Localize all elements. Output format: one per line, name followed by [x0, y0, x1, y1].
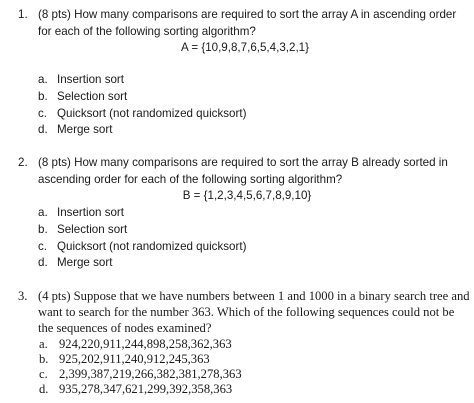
question-text-line: want to search for the number 363. Which of the following sequences could not be — [38, 305, 455, 319]
question-text-line: (8 pts) How many comparisons are required to sort the array B already sorted in — [38, 156, 448, 169]
option-text: Insertion sort — [57, 73, 125, 86]
array-definition: A = {10,9,8,7,6,5,4,3,2,1} — [181, 41, 309, 54]
question-text-line: (8 pts) How many comparisons are required to sort the array A in ascending order — [38, 8, 457, 21]
option-text: Merge sort — [57, 256, 113, 269]
option-letter: a. — [38, 73, 48, 86]
question-number: 3. — [18, 289, 28, 303]
option-letter: d. — [38, 256, 48, 269]
option-text: Insertion sort — [57, 206, 125, 219]
option-letter: b. — [38, 90, 48, 103]
option-letter: d. — [38, 123, 48, 136]
question-number: 1. — [18, 8, 28, 21]
option-letter: a. — [38, 206, 48, 219]
question-text-line: for each of the following sorting algorithm? — [38, 25, 256, 38]
option-letter: c. — [39, 367, 48, 381]
option-text: Quicksort (not randomized quicksort) — [57, 107, 247, 120]
option-text: 925,202,911,240,912,245,363 — [59, 352, 210, 366]
option-letter: c. — [38, 107, 48, 120]
option-letter: a. — [39, 337, 48, 351]
option-text: Selection sort — [57, 223, 128, 236]
option-text: Quicksort (not randomized quicksort) — [57, 240, 247, 253]
question-text-line: the sequences of nodes examined? — [38, 321, 212, 335]
option-text: 2,399,387,219,266,382,381,278,363 — [59, 367, 242, 381]
option-letter: b. — [39, 352, 49, 366]
option-letter: d. — [39, 382, 49, 396]
option-letter: b. — [38, 223, 48, 236]
array-definition: B = {1,2,3,4,5,6,7,8,9,10} — [182, 189, 312, 202]
option-text: Merge sort — [57, 123, 113, 136]
option-text: Selection sort — [57, 90, 128, 103]
option-text: 935,278,347,621,299,392,358,363 — [59, 382, 233, 396]
question-text-line: ascending order for each of the following sorting algorithm? — [38, 173, 343, 186]
question-number: 2. — [18, 156, 28, 169]
option-text: 924,220,911,244,898,258,362,363 — [59, 337, 232, 351]
option-letter: c. — [38, 240, 48, 253]
question-text-line: (4 pts) Suppose that we have numbers between 1 and 1000 in a binary search tree and — [38, 289, 470, 303]
